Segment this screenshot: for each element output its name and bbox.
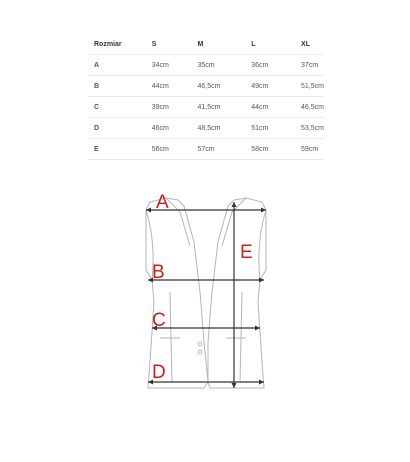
arrow-icon [232, 202, 237, 207]
cell-s: 34cm [146, 55, 192, 76]
cell-s: 39cm [146, 97, 192, 118]
measure-label-c: C [152, 310, 166, 331]
row-label: E [88, 139, 146, 160]
cell-m: 41,5cm [192, 97, 246, 118]
cell-xl: 59cm [295, 139, 324, 160]
table-header-row [88, 34, 324, 55]
header-m: M [192, 34, 246, 55]
header-s: S [146, 34, 192, 55]
vest-left-dart [170, 292, 172, 382]
cell-s: 56cm [146, 139, 192, 160]
table-row [88, 97, 324, 118]
cell-xl: 53,5cm [295, 118, 324, 139]
cell-l: 58cm [245, 139, 295, 160]
cell-l: 49cm [245, 76, 295, 97]
measure-label-a: A [156, 192, 169, 213]
cell-l: 51cm [245, 118, 295, 139]
vest-right-armhole [259, 210, 266, 280]
header-size: Rozmiar [88, 34, 146, 55]
vest-left-lapel [166, 198, 190, 246]
cell-xl: 51,5cm [295, 76, 324, 97]
table-row [88, 76, 324, 97]
table-row [88, 139, 324, 160]
cell-m: 57cm [192, 139, 246, 160]
vest-outline [146, 198, 266, 388]
vest-measurement-diagram [130, 182, 282, 410]
cell-l: 44cm [245, 97, 295, 118]
measure-label-b: B [152, 262, 165, 283]
vest-button [198, 350, 202, 354]
table-row [88, 55, 324, 76]
header-xl: XL [295, 34, 324, 55]
cell-s: 44cm [146, 76, 192, 97]
arrow-icon [232, 383, 237, 388]
cell-xl: 46,5cm [295, 97, 324, 118]
size-chart-table [88, 34, 324, 160]
cell-l: 36cm [245, 55, 295, 76]
cell-m: 46,5cm [192, 76, 246, 97]
row-label: A [88, 55, 146, 76]
vest-button [198, 342, 202, 346]
measure-label-d: D [152, 362, 166, 383]
row-label: B [88, 76, 146, 97]
vest-buttons [198, 342, 202, 354]
cell-m: 35cm [192, 55, 246, 76]
table-row [88, 118, 324, 139]
vest-right-side [210, 210, 266, 388]
cell-xl: 37cm [295, 55, 324, 76]
cell-m: 48,5cm [192, 118, 246, 139]
row-label: C [88, 97, 146, 118]
vest-right-front-edge [208, 198, 266, 388]
cell-s: 46cm [146, 118, 192, 139]
header-l: L [245, 34, 295, 55]
measure-label-e: E [240, 242, 253, 263]
vest-left-front-edge [146, 198, 208, 388]
vest-right-dart [240, 292, 242, 382]
vest-drawing [130, 182, 282, 410]
row-label: D [88, 118, 146, 139]
